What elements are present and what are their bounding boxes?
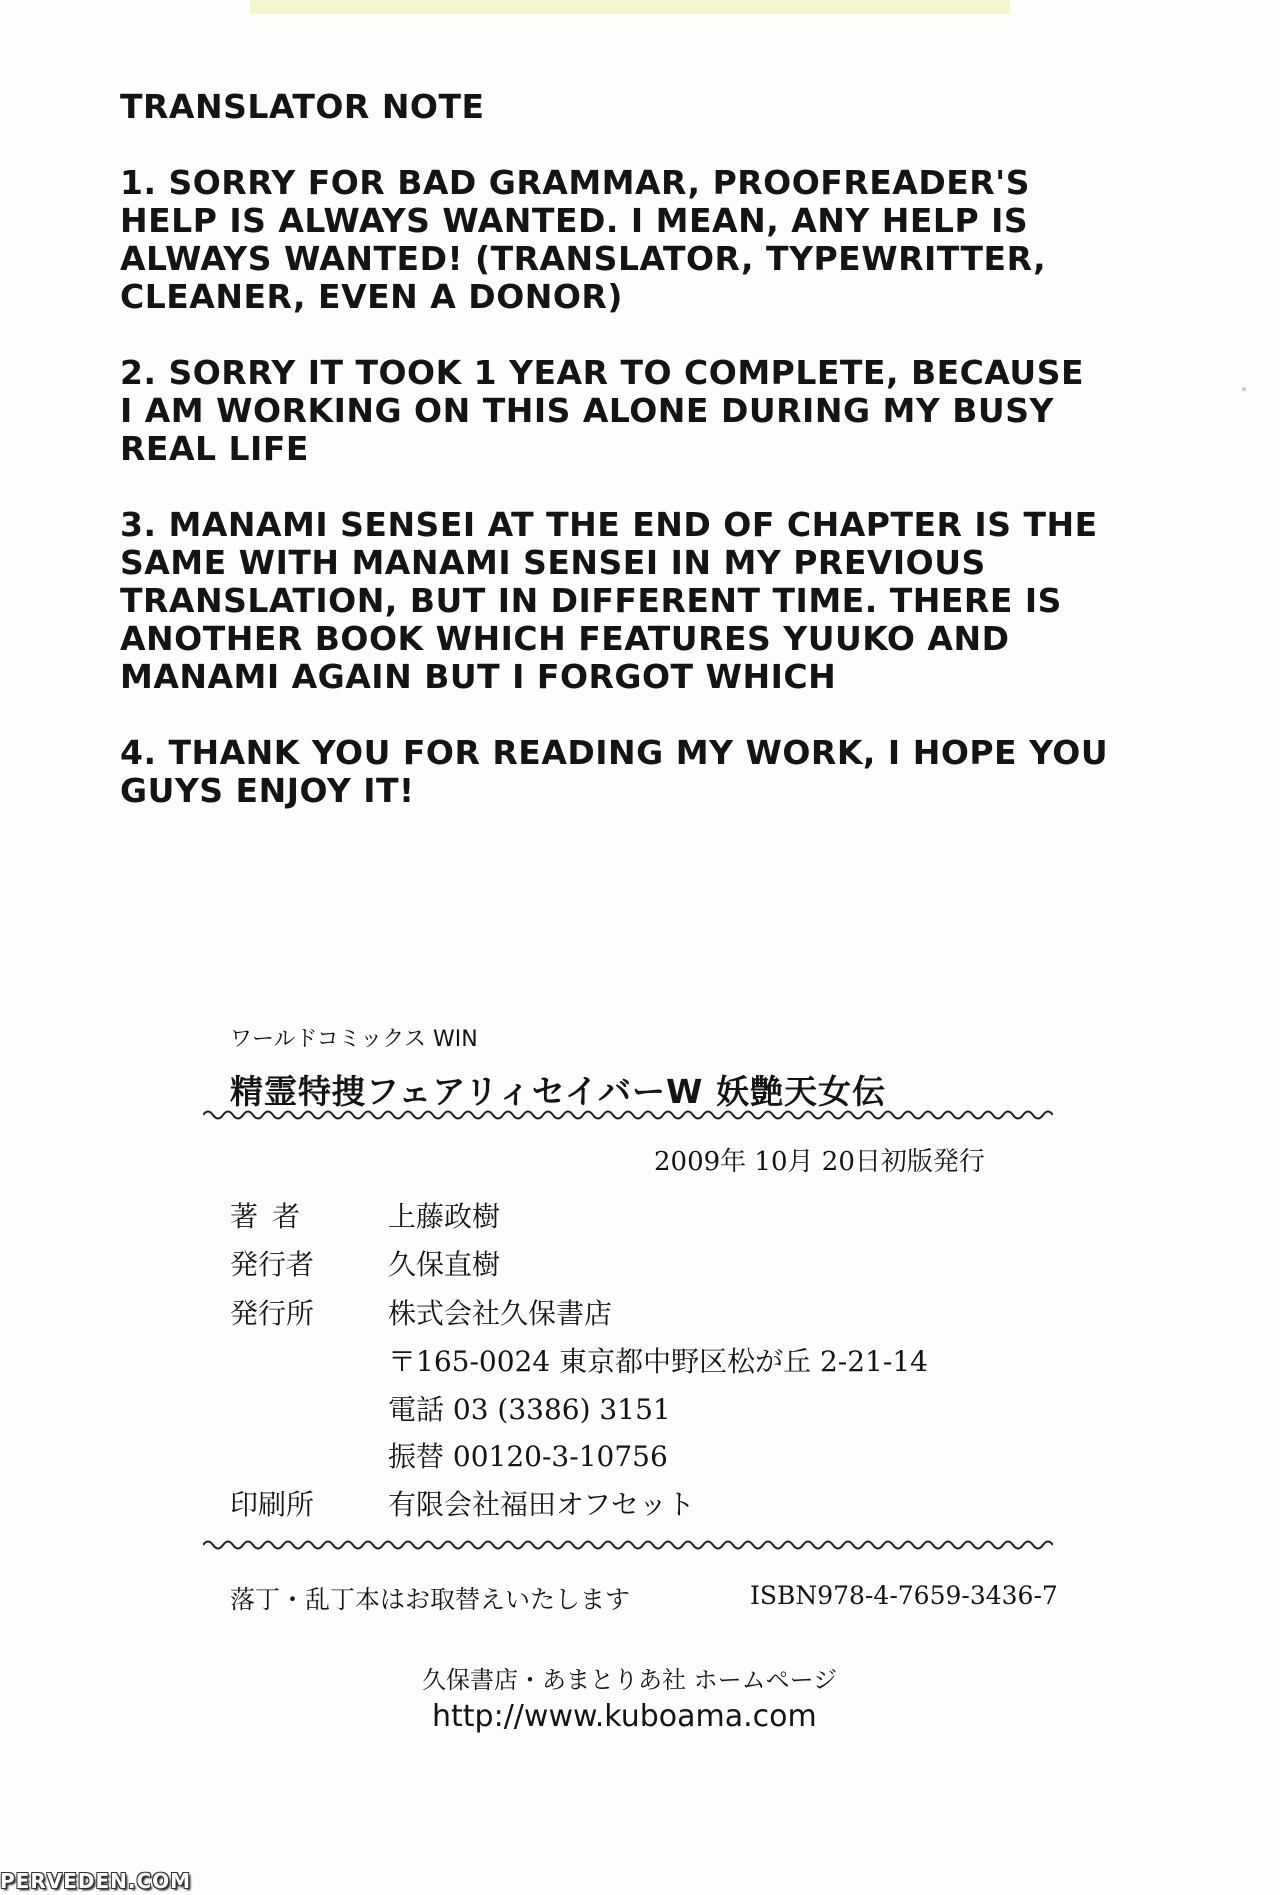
author-label: 著者 [230, 1200, 315, 1233]
translator-note-title: TRANSLATOR NOTE [120, 87, 485, 126]
book-title: 精霊特捜フェアリィセイバーW 妖艶天女伝 [230, 1072, 886, 1111]
publication-date: 2009年 10月 20日初版発行 [654, 1147, 985, 1177]
wavy-divider-bottom [203, 1538, 1053, 1552]
wavy-divider-top [203, 1108, 1053, 1122]
publisher-name: 久保直樹 [388, 1248, 501, 1281]
homepage-label: 久保書店・あまとりあ社 ホームページ [422, 1666, 838, 1694]
note-item-2: 2. SORRY IT TOOK 1 YEAR TO COMPLETE, BECAUSE I AM WORKING ON THIS ALONE DURING MY BUSY REAL LIFE [120, 353, 1085, 468]
isbn: ISBN978-4-7659-3436-7 [750, 1581, 1058, 1610]
note-item-3: 3. MANAMI SENSEI AT THE END OF CHAPTER IS THE SAME WITH MANAMI SENSEI IN MY PREVIOUS TRANSLATION, BUT IN DIFFERENT TIME. THERE IS ANOTHER BOOK WHICH FEATURES YUUKO AND MANAMI AGAIN BUT I FORGOT WHICH [120, 505, 1098, 696]
note-item-4: 4. THANK YOU FOR READING MY WORK, I HOPE YOU GUYS ENJOY IT! [120, 733, 1109, 810]
site-watermark: PERVEDEN.COM [0, 1869, 192, 1893]
phone-number: 電話 03 (3386) 3151 [388, 1393, 671, 1426]
office-name: 株式会社久保書店 [388, 1297, 613, 1330]
series-name: ワールドコミックス WIN [230, 1027, 478, 1052]
printer-label: 印刷所 [230, 1488, 315, 1521]
homepage-url: http://www.kuboama.com [432, 1699, 817, 1734]
office-label: 発行所 [230, 1297, 315, 1330]
printer-name: 有限会社福田オフセット [388, 1488, 695, 1521]
author-name: 上藤政樹 [388, 1200, 501, 1233]
transfer-account: 振替 00120-3-10756 [388, 1440, 668, 1473]
postal-address: 〒165-0024 東京都中野区松が丘 2-21-14 [388, 1345, 928, 1378]
replacement-notice: 落丁・乱丁本はお取替えいたします [230, 1585, 631, 1614]
publisher-label: 発行者 [230, 1248, 315, 1281]
note-item-1: 1. SORRY FOR BAD GRAMMAR, PROOFREADER'S HELP IS ALWAYS WANTED. I MEAN, ANY HELP IS ALWAYS WANTED! (TRANSLATOR, TYPEWRITTER, CLEANER, EVEN A DONOR) [120, 163, 1047, 316]
